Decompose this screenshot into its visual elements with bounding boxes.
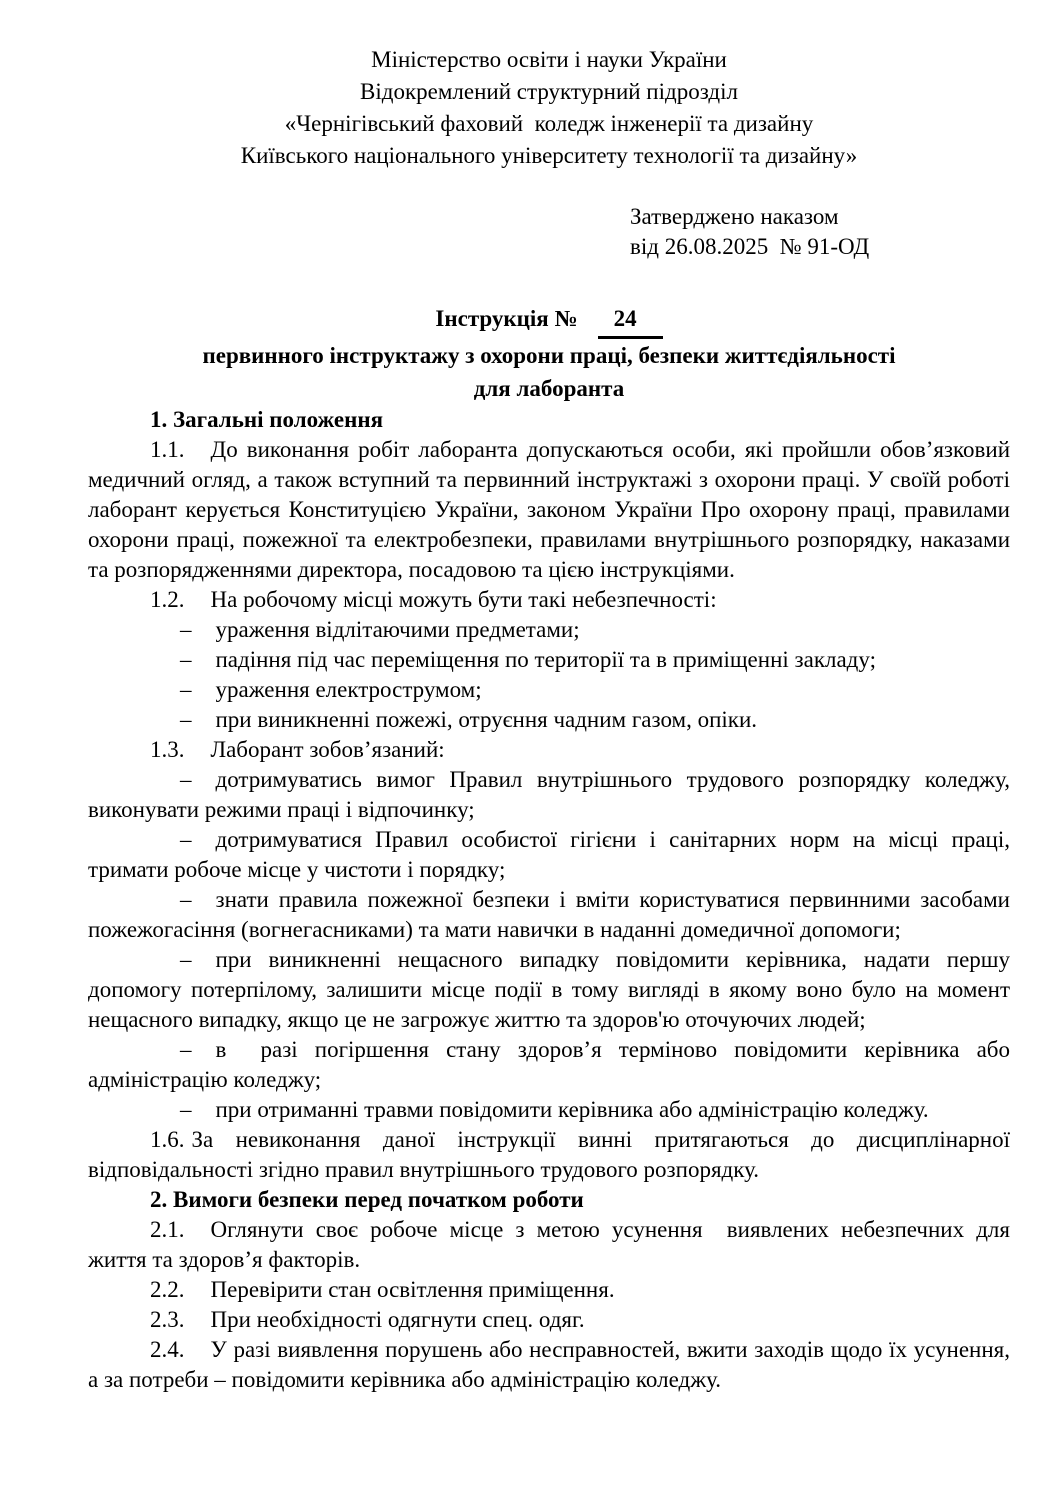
approval-line-approved: Затверджено наказом — [630, 204, 839, 229]
paragraph-1-6 — [88, 1125, 1010, 1185]
document-body — [88, 405, 1010, 1395]
instruction-number: 24 — [598, 302, 663, 339]
paragraph-text: При необхідності одягнути спец. одяг. — [210, 1307, 585, 1332]
paragraph-1-2 — [88, 585, 1010, 615]
header-line-ministry: Міністерство освіти і науки України — [371, 47, 727, 72]
dash-marker: – — [180, 707, 192, 732]
approval-line-order: від 26.08.2025 № 91-ОД — [630, 234, 870, 259]
dash-marker: – — [180, 767, 192, 792]
list-item-text: ураження відлітаючими предметами; — [215, 617, 580, 642]
list-item-text: в разі погіршення стану здоров’я терміново повідомити керівника або адміністрацію коледжу; — [88, 1037, 1010, 1092]
header-line-university: Київського національного університету технології та дизайну» — [240, 143, 858, 168]
dash-marker: – — [180, 1037, 192, 1062]
paragraph-number: 1.3. — [150, 737, 185, 762]
paragraph-number: 2.2. — [150, 1277, 185, 1302]
paragraph-number: 2.3. — [150, 1307, 185, 1332]
list-item — [88, 1095, 1010, 1125]
paragraph-number: 1.2. — [150, 587, 185, 612]
list-item — [88, 945, 1010, 1035]
paragraph-text: До виконання робіт лаборанта допускаються особи, які пройшли обов’язковий медичний огляд, а також вступний та первинний інструктажі з охорони праці. У своїй роботі лаборант керується Конституцією України, законом України Про охорону праці, правилами охорони праці, пожежної та електробезпеки, правилами внутрішнього розпорядку, наказами та розпорядженнями директора, посадовою та цією інструкціями. — [88, 437, 1010, 582]
dash-marker: – — [180, 617, 192, 642]
document-header — [88, 44, 1010, 172]
list-item — [88, 675, 1010, 705]
paragraph-1-1 — [88, 435, 1010, 585]
list-item-text: при отриманні травми повідомити керівника або адміністрацію коледжу. — [215, 1097, 929, 1122]
header-line-subdivision: Відокремлений структурний підрозділ — [360, 79, 738, 104]
paragraph-number: 1.1. — [150, 437, 185, 462]
paragraph-number: 2.4. — [150, 1337, 185, 1362]
section-heading-1: 1. Загальні положення — [150, 407, 384, 432]
list-item-text: при виникненні пожежі, отруєння чадним газом, опіки. — [215, 707, 757, 732]
dash-marker: – — [180, 887, 192, 912]
paragraph-2-2 — [88, 1275, 1010, 1305]
paragraph-text: Перевірити стан освітлення приміщення. — [210, 1277, 615, 1302]
paragraph-text: За невиконання даної інструкції винні притягаються до дисциплінарної відповідальності згідно правил внутрішнього трудового розпорядку. — [88, 1127, 1010, 1182]
instruction-label: Інструкція № — [435, 306, 578, 331]
paragraph-text: У разі виявлення порушень або несправностей, вжити заходів щодо їх усунення, а за потреби – повідомити керівника або адміністрацію коледжу. — [88, 1337, 1010, 1392]
title-line-subtitle: первинного інструктажу з охорони праці, безпеки життєдіяльності — [202, 343, 896, 368]
paragraph-2-3 — [88, 1305, 1010, 1335]
list-item-text: дотримуватись вимог Правил внутрішнього трудового розпорядку коледжу, виконувати режими праці і відпочинку; — [88, 767, 1010, 822]
list-item-text: падіння під час переміщення по території та в приміщенні закладу; — [215, 647, 876, 672]
paragraph-text: На робочому місці можуть бути такі небезпечності: — [210, 587, 717, 612]
paragraph-text: Лаборант зобов’язаний: — [210, 737, 445, 762]
paragraph-1-3 — [88, 735, 1010, 765]
dash-marker: – — [180, 647, 192, 672]
list-item — [88, 615, 1010, 645]
list-item-text: при виникненні нещасного випадку повідомити керівника, надати першу допомогу потерпілому, залишити місце події в тому вигляді в якому воно було на момент нещасного випадку, якщо це не загрожує життю та здоров'ю оточуючих людей; — [88, 947, 1010, 1032]
list-item — [88, 705, 1010, 735]
dash-marker: – — [180, 947, 192, 972]
list-item-text: ураження електрострумом; — [215, 677, 482, 702]
list-item-text: знати правила пожежної безпеки і вміти користуватися первинними засобами пожежогасіння (вогнегасниками) та мати навички в наданні домедичної допомоги; — [88, 887, 1010, 942]
list-item — [88, 885, 1010, 945]
section-heading-2: 2. Вимоги безпеки перед початком роботи — [150, 1187, 584, 1212]
dash-marker: – — [180, 827, 192, 852]
list-item — [88, 825, 1010, 885]
title-line-number — [88, 302, 1010, 339]
paragraph-number: 2.1. — [150, 1217, 185, 1242]
dash-marker: – — [180, 677, 192, 702]
approval-block — [630, 202, 1010, 262]
title-line-audience: для лаборанта — [473, 376, 625, 401]
paragraph-2-4 — [88, 1335, 1010, 1395]
paragraph-2-1 — [88, 1215, 1010, 1275]
document-title — [88, 302, 1010, 405]
paragraph-text: Оглянути своє робоче місце з метою усунення виявлених небезпечних для життя та здоров’я факторів. — [88, 1217, 1010, 1272]
header-line-college: «Чернігівський фаховий коледж інженерії та дизайну — [284, 111, 814, 136]
paragraph-number: 1.6. — [150, 1127, 185, 1152]
list-item — [88, 765, 1010, 825]
list-item-text: дотримуватися Правил особистої гігієни і санітарних норм на місці праці, тримати робоче місце у чистоти і порядку; — [88, 827, 1010, 882]
dash-marker: – — [180, 1097, 192, 1122]
list-item — [88, 1035, 1010, 1095]
list-item — [88, 645, 1010, 675]
